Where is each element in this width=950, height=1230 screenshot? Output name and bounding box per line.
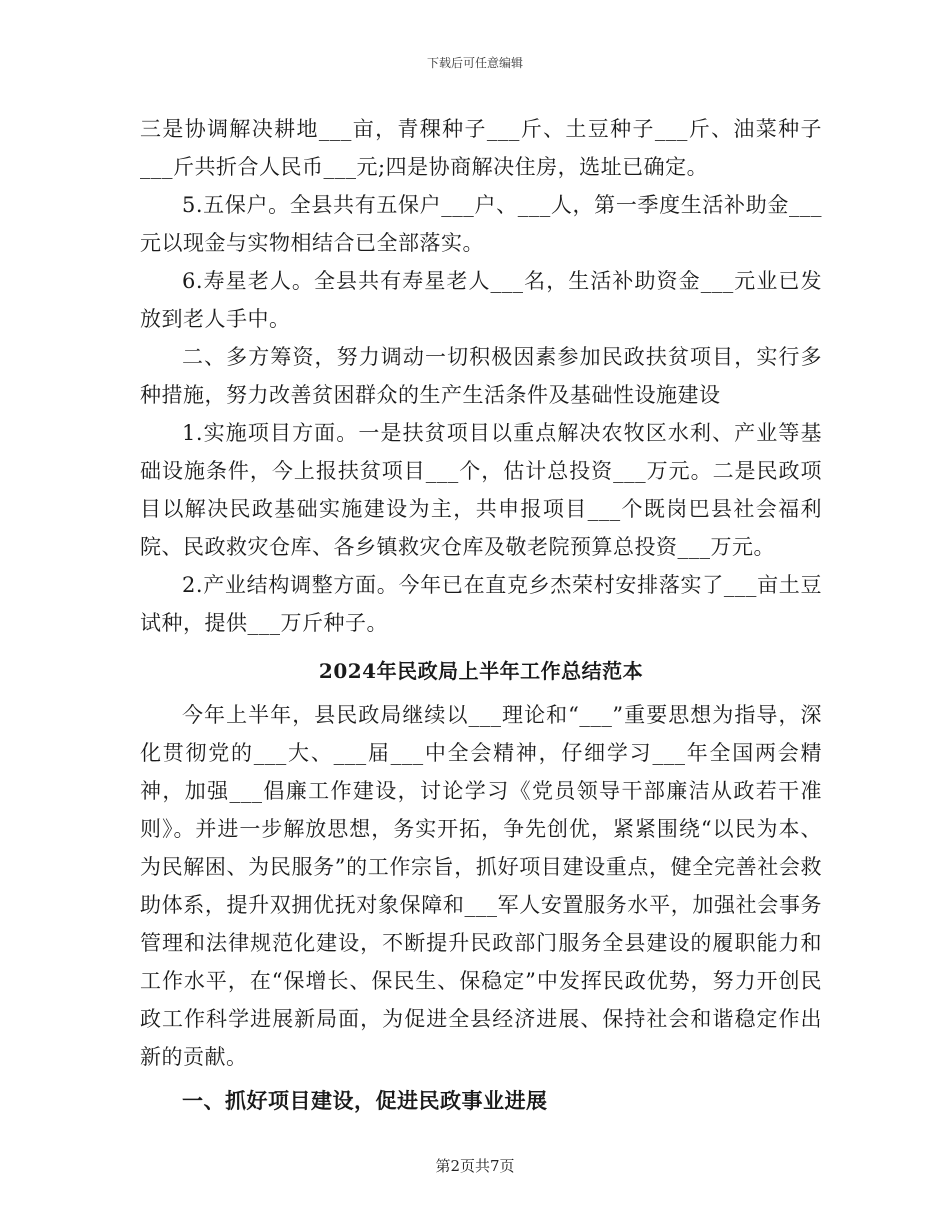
page-number: 第2页共7页 bbox=[435, 1157, 515, 1175]
paragraph-project-implementation: 1.实施项目方面。一是扶贫项目以重点解决农牧区水利、产业等基础设施条件，今上报扶贫项目___个，估计总投资___万元。二是民政项目以解决民政基础实施建设为主，共申报项目___个既岗巴县社会福利院、民政救灾仓库、各乡镇救灾仓库及敬老院预算总投资___万元。 bbox=[140, 421, 822, 559]
document-title: 2024年民政局上半年工作总结范本 bbox=[318, 659, 644, 683]
paragraph-introduction: 今年上半年，县民政局继续以___理论和“___”重要思想为指导，深化贯彻党的___大、___届___中全会精神，仔细学习___年全国两会精神，加强___倡廉工作建设，讨论学习《党员领导干部廉洁从政若干准则》。并进一步解放思想，务实开拓，争先创优，紧紧围绕“以民为本、为民解困、为民服务”的工作宗旨，抓好项目建设重点，健全完善社会救助体系，提升双拥优抚对象保障和___军人安置服务水平，加强社会事务管理和法律规范化建设，不断提升民政部门服务全县建设的履职能力和工作水平，在“保增长、保民生、保稳定”中发挥民政优势，努力开创民政工作科学进展新局面，为促进全县经济进展、保持社会和谐稳定作出新的贡献。 bbox=[140, 703, 822, 1069]
paragraph-section-two-heading: 二、多方筹资，努力调动一切积极因素参加民政扶贫项目，实行多种措施，努力改善贫困群众的生产生活条件及基础性设施建设 bbox=[140, 345, 822, 407]
section-heading: 一、抓好项目建设，促进民政事业进展 bbox=[182, 1088, 548, 1113]
paragraph-elderly: 6.寿星老人。全县共有寿星老人___名，生活补助资金___元业已发放到老人手中。 bbox=[140, 269, 822, 331]
document-body bbox=[140, 110, 822, 1120]
paragraph-five-guarantee-households: 5.五保户。全县共有五保户___户、___人，第一季度生活补助金___元以现金与实物相结合已全部落实。 bbox=[140, 193, 822, 255]
paragraph-industry-adjustment: 2.产业结构调整方面。今年已在直克乡杰荣村安排落实了___亩土豆试种，提供___万斤种子。 bbox=[140, 573, 822, 635]
paragraph-farmland-settlement: 三是协调解决耕地___亩，青稞种子___斤、土豆种子___斤、油菜种子___斤共折合人民币___元;四是协商解决住房，选址已确定。 bbox=[140, 117, 822, 179]
page-header-note: 下载后可任意编辑 bbox=[426, 56, 523, 70]
